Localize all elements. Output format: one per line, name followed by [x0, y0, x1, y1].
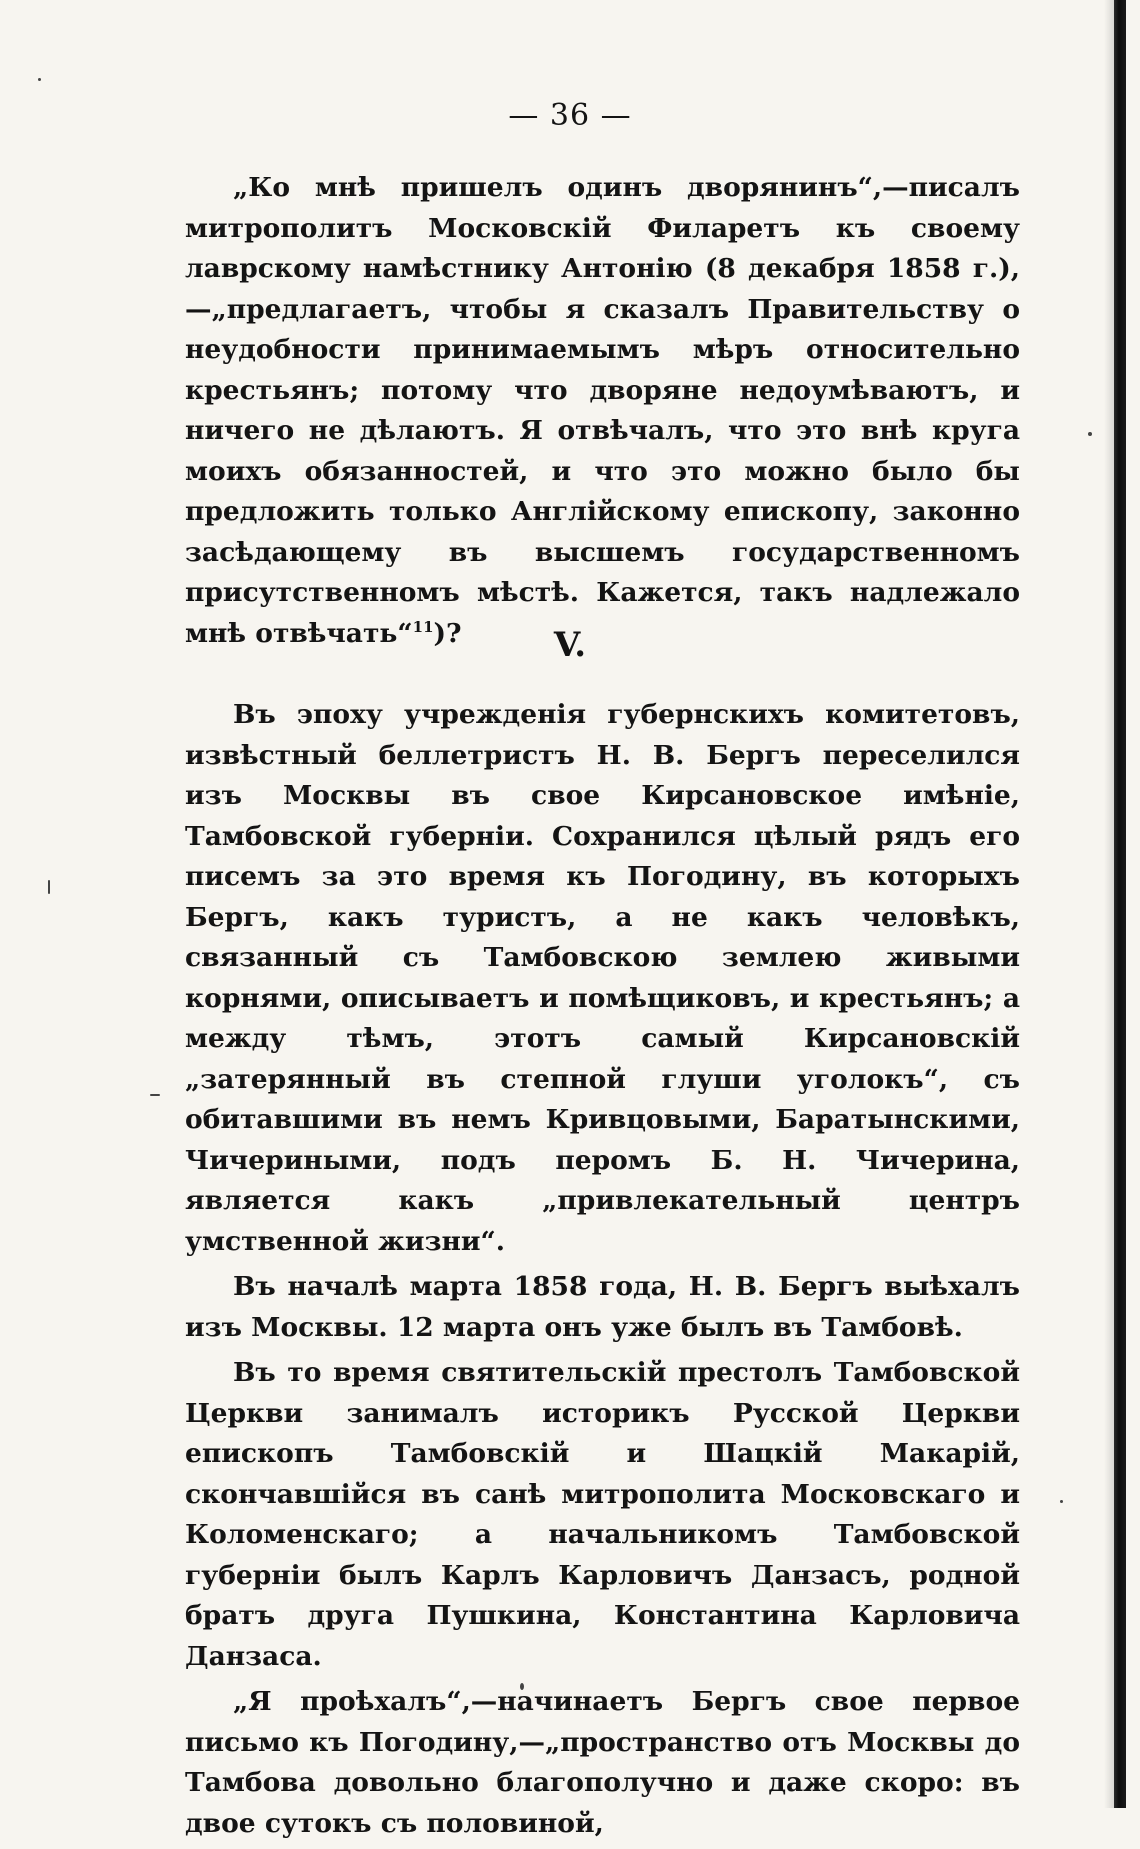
scan-speck [150, 1094, 160, 1096]
paragraph: Въ эпоху учрежденія губернскихъ комитетовъ, извѣстный беллетристъ Н. В. Бергъ переселился изъ Москвы въ свое Кирсановское имѣніе, Тамбовской губерніи. Сохранился цѣлый рядъ его писемъ за это время къ Погодину, въ которыхъ Бергъ, какъ туристъ, а не какъ человѣкъ, связанный съ Тамбовскою землею живыми корнями, описываетъ и помѣщиковъ, и крестьянъ; а между тѣмъ, этотъ самый Кирсановскій „затерянный въ степной глуши уголокъ“, съ обитавшими въ немъ Кривцовыми, Баратынскими, Чичериными, подъ перомъ Б. Н. Чичерина, является какъ „привлекательный центръ умственной жизни“. [185, 699, 1020, 1257]
page-binding-shadow [1104, 0, 1114, 1808]
body-text [185, 695, 1020, 1849]
page-binding-edge [1114, 0, 1126, 1808]
paragraph: „Я проѣхалъ“,—начинаетъ Бергъ свое первое письмо къ Погодину,—„пространство отъ Москвы до Тамбова довольно благополучно и даже скоро: въ двое сутокъ съ половиной, [185, 1686, 1020, 1839]
page-number: — 36 — [508, 98, 632, 133]
scan-speck [1060, 1500, 1063, 1503]
quote-tail: )? [433, 617, 462, 649]
quote-text: „Ко мнѣ пришелъ одинъ дворянинъ“,—писалъ митрополитъ Московскій Филаретъ къ своему лаврскому намѣстнику Антонію (8 декабря 1858 г.),—„предлагаетъ, чтобы я сказалъ Правительству о неудобности принимаемымъ мѣръ относительно крестьянъ; потому что дворяне недоумѣваютъ, и ничего не дѣлаютъ. Я отвѣчалъ, что это внѣ круга моихъ обязанностей, и что это можно было бы предложить только Англійскому епископу, законно засѣдающему въ высшемъ государственномъ присутственномъ мѣстѣ. Кажется, такъ надлежало мнѣ отвѣчать“ [185, 172, 1020, 649]
footnote-reference: 11 [412, 617, 434, 636]
paragraph: Въ то время святительскій престолъ Тамбовской Церкви занималъ историкъ Русской Церкви епископъ Тамбовскій и Шацкій Макарій, скончавшійся въ санѣ митрополита Московскаго и Коломенскаго; а начальникомъ Тамбовской губерніи былъ Карлъ Карловичъ Данзасъ, родной братъ друга Пушкина, Константина Карловича Данзаса. [185, 1357, 1020, 1672]
scan-speck [48, 880, 50, 894]
paragraph: Въ началѣ марта 1858 года, Н. В. Бергъ выѣхалъ изъ Москвы. 12 марта онъ уже былъ въ Тамбовѣ. [185, 1271, 1020, 1343]
quote-block [185, 168, 1020, 654]
scan-speck [38, 78, 41, 81]
chapter-heading: V. [553, 625, 587, 665]
quote-paragraph [185, 168, 1020, 654]
scan-speck [1088, 432, 1092, 436]
